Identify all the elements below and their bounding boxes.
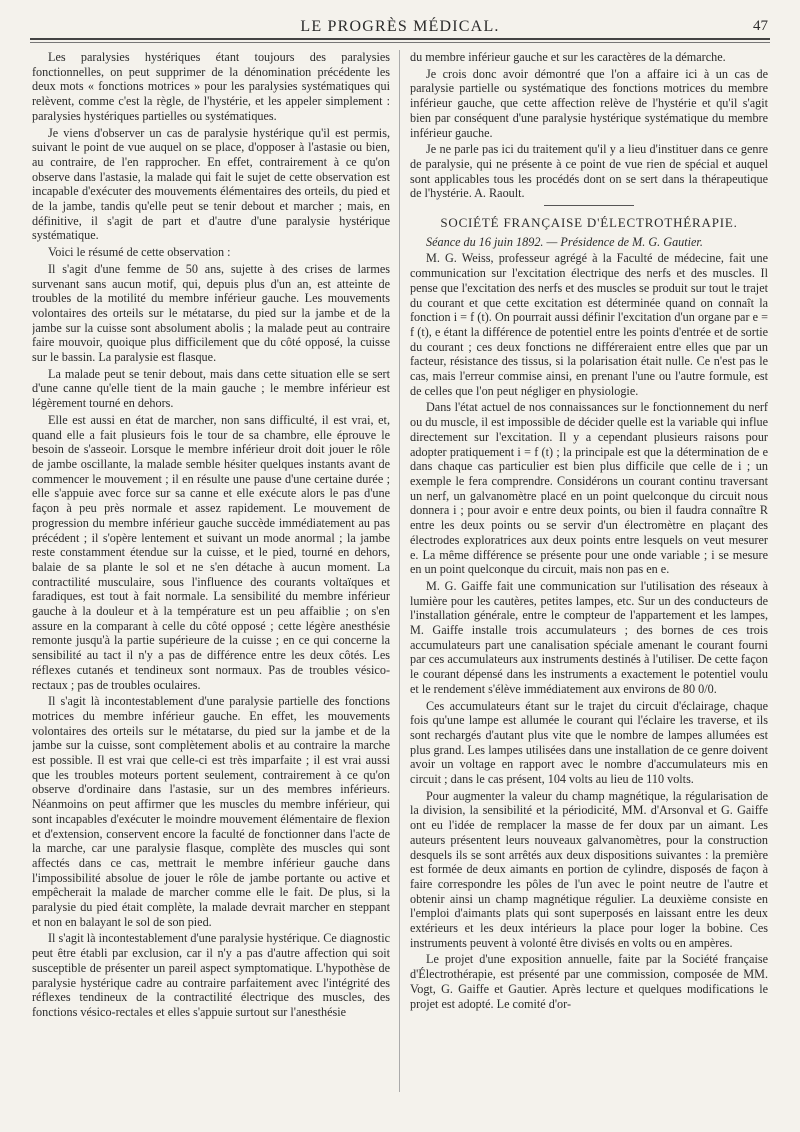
paragraph: Les paralysies hystériques étant toujours des paralysies fonctionnelles, on peut supprimer de la dénomination précédente les deux mots « fonctions motrices » pour les paralysies systématiques qui relèvent, comme c'est la règle, de l'hystérie, et les appeler simplement : paralysies hystériques partielles ou systématiques. bbox=[32, 50, 390, 123]
paragraph: La malade peut se tenir debout, mais dans cette situation elle se sert d'une canne qu'elle tient de la main gauche ; le membre inférieur est légèrement tourné en dehors. bbox=[32, 366, 390, 411]
header-rule-thin bbox=[30, 42, 770, 43]
paragraph: Je viens d'observer un cas de paralysie hystérique qu'il est permis, suivant le point de vue auquel on se place, d'opposer à l'astasie ou bien, au contraire, de l'en rapprocher. En effet, contrairement à ce qu'on observe dans l'astasie, la malade qui fait le sujet de cette observation est incapable d'exécuter des mouvements élémentaires des orteils, du pied et de la jambe, tandis qu'elle peut se tenir debout et marcher ; mais, en définitive, il s'agit de part et d'autre d'une paralysie hystérique systématique. bbox=[32, 125, 390, 243]
journal-title: LE PROGRÈS MÉDICAL. bbox=[300, 18, 500, 35]
right-column bbox=[410, 50, 768, 1092]
paragraph: Je crois donc avoir démontré que l'on a affaire ici à un cas de paralysie partielle ou systématique des fonctions motrices du membre inférieur gauche, que cette affection relève de l'hystérie et qu'il s'agit bien par conséquent d'une paralysie hystérique systématique du membre inférieur gauche. bbox=[410, 66, 768, 140]
section-title: SOCIÉTÉ FRANÇAISE D'ÉLECTROTHÉRAPIE. bbox=[440, 215, 738, 231]
paragraph: Je ne parle pas ici du traitement qu'il y a lieu d'instituer dans ce genre de paralysie, qui ne présente à ce point de vue rien de spécial et auquel sont applicables tous les procédés dont on se sert dans la thérapeutique de l'hystérie. A. Raoult. bbox=[410, 142, 768, 201]
paragraph: M. G. Weiss, professeur agrégé à la Faculté de médecine, fait une communication sur l'excitation électrique des nerfs et des muscles. Il pense que l'excitation des nerfs et des muscles se produit sur tout le trajet du courant et que cette excitation est déterminée quand on connaît la fonction i = f (t). On pourrait aussi définir l'excitation d'un organe par e = f (t), e étant la différence de potentiel entre les points d'entrée et de sortie du courant ; ces deux fonctions ne différeraient entre elles que par un facteur, résistance des tissus, si la polarisation était nulle. Ce n'est pas le cas, mais l'erreur commise ainsi, en prenant l'une ou l'autre formule, est de celles que l'on peut négliger en physiologie. bbox=[410, 251, 768, 398]
header-rule bbox=[30, 38, 770, 40]
paragraph: Voici le résumé de cette observation : bbox=[48, 245, 231, 260]
paragraph: Il s'agit là incontestablement d'une paralysie hystérique. Ce diagnostic peut être établi par exclusion, car il n'y a pas d'autre affection qui soit susceptible de présenter un pareil aspect symptomatique. L'hypothèse de paralysie hystérique cadre au contraire parfaitement avec l'intégrité des réflexes tendineux de la contractilité électrique des muscles, des fonctions vésico-rectales et elles s'appuie surtout sur l'anesthésie bbox=[32, 931, 390, 1019]
paragraph: du membre inférieur gauche et sur les caractères de la démarche. bbox=[410, 50, 726, 64]
page-number: 47 bbox=[753, 18, 768, 34]
paragraph: Dans l'état actuel de nos connaissances sur le fonctionnement du nerf ou du muscle, il est impossible de décider quelle est la variable qui influe directement sur l'excitation. Il y a cependant plusieurs raisons pour adopter pratiquement i = f (t) ; la principale est que la détermination de e dans chaque cas particulier est bien plus difficile que celle de i ; un exemple le fera comprendre. Considérons un courant continu traversant un nerf, un galvanomètre placé en un point quelconque du circuit nous donnera i ; pour avoir e entre deux points, ou bien il faudra connaître R entre les deux points ou se servir d'un électromètre en plaçant des électrodes exploratrices aux deux points entre lesquels on veut mesurer e. La même différence se présente pour une onde variable ; i se mesure en un point quelconque du circuit, mais non pas en e. bbox=[410, 400, 768, 577]
paragraph: Elle est aussi en état de marcher, non sans difficulté, il est vrai, et, quand elle a fait plusieurs fois le tour de sa chambre, elle éprouve le besoin de s'asseoir. Lorsque le membre inférieur droit doit jouer le rôle de jambe oscillante, la malade semble hésiter quelques instants avant de commencer le mouvement ; il en résulte une pause d'une certaine durée ; elle s'appuie avec force sur sa canne et elle exécute alors le pas d'une façon à peu près normale et assez rapidement. Le mouvement de progression du membre inférieur gauche succède immédiatement au pas précédent ; il s'opère lentement et suivant un mode anormal ; la jambe reste constamment étendue sur la cuisse, et le pied, tourné en dehors, balaie de sa plante le sol et ne s'en détache à aucun moment. La contractilité musculaire, sous l'influence des courants voltaïques et faradiques, est tout à fait normale. La sensibilité du membre inférieur gauche à la douleur et à la température est un peu affaiblie ; on s'en assure en la comparant à celle du côté opposé ; cette légère anesthésie remonte jusqu'à la partie supérieure de la cuisse ; en ce qui concerne la sensibilité au tact il n'y a pas de différence entre les deux côtés. Les réflexes cutanés et tendineux sont normaux. Pas de troubles vésico-rectaux ; pas de troubles oculaires. bbox=[32, 412, 390, 692]
paragraph: Pour augmenter la valeur du champ magnétique, la régularisation de la division, la sensibilité et la périodicité, MM. d'Arsonval et G. Gaiffe ont eu l'idée de remplacer la masse de fer doux par un aimant. Les auteurs présentent leurs nouveaux galvanomètres, pour la construction desquels ils se sont arrêtés aux deux dispositions suivantes : la première est formée de deux aimants en portion de cylindre, disposés de façon à faire correspondre les pôles de l'un avec le point neutre de l'autre et obtenir ainsi un champ magnétique régulier. La deuxième consiste en l'emploi d'aimants plats qui sont superposés en laissant entre les deux extérieurs et les deux intérieurs la place pour loger la bobine. Ces instruments peuvent à volonté être divisés en volts ou en ampères. bbox=[410, 788, 768, 950]
column-divider bbox=[399, 50, 400, 1092]
session-line: Séance du 16 juin 1892. — Présidence de M. G. Gautier. bbox=[426, 234, 703, 249]
paragraph: Le projet d'une exposition annuelle, faite par la Société française d'Électrothérapie, est présenté par une commission, composée de MM. Vogt, G. Gaiffe et Gautier. Après lecture et quelques modifications le projet est adopté. Le comité d'or- bbox=[410, 952, 768, 1011]
paragraph: Il s'agit d'une femme de 50 ans, sujette à des crises de larmes survenant sans aucun motif, qui, depuis plus d'un an, est atteinte de troubles de la motilité du membre inférieur gauche. Les mouvements volontaires des orteils sur le métatarse, du pied sur la jambe et de la jambe sur la cuisse sont absolument abolis ; la malade peut au contraire faire mouvoir, quoique plus difficilement que du côté opposé, la cuisse sur le bassin. La paralysie est flasque. bbox=[32, 261, 390, 365]
page-header bbox=[30, 14, 770, 36]
section-rule bbox=[544, 205, 634, 206]
paragraph: M. G. Gaiffe fait une communication sur l'utilisation des réseaux à lumière pour les cautères, petites lampes, etc. Sur un des conducteurs de l'installation générale, entre le compteur de l'appartement et les lampes, M. Gaiffe installe trois accumulateurs ; des bornes de ces trois accumulateurs part une canalisation spéciale amenant le courant fourni par ces accumulateurs aux instruments destinés à l'utiliser. De cette façon le courant dépensé dans les instruments a exactement le potentiel voulu et le rendement s'élève immédiatement aux environs de 80 0/0. bbox=[410, 578, 768, 696]
paragraph: Ces accumulateurs étant sur le trajet du circuit d'éclairage, chaque fois qu'une lampe est allumée le courant qui l'éclaire les traverse, et ils sont rechargés d'autant plus vite que le nombre de lampes allumées est plus grand. Les lampes utilisées dans une installation de ce genre doivent avoir un voltage en rapport avec le nombre d'accumulateurs mis en circuit ; dans le cas présent, 104 volts au lieu de 110 volts. bbox=[410, 698, 768, 787]
left-column bbox=[32, 50, 390, 1092]
paragraph: Il s'agit là incontestablement d'une paralysie partielle des fonctions motrices du membre inférieur gauche. En effet, les mouvements volontaires des orteils sur le métatarse, du pied sur la jambe et de la jambe sur la cuisse, sont complètement abolis et au contraire la marche est possible. Il est vrai que celle-ci est très imparfaite ; il est vrai aussi que les troubles moteurs portent seulement, contrairement à ce qu'on observe d'ordinaire dans l'astasie, sur un des membres inférieurs. Néanmoins on peut affirmer que les muscles du membre inférieur, qui sont incapables d'exécuter le moindre mouvement élémentaire de flexion et d'extension, conservent encore la faculté de fonctionner dans l'acte de la marche, car une paralysie flasque, complète des muscles qui sont affectés dans ce cas, mettrait le membre inférieur gauche dans l'impossibilité absolue de jouer le rôle de jambe portante ou active et empêcherait la malade de marcher comme elle le fait. De plus, si la paralysie du pied était complète, la malade devrait marcher en steppant et non en balayant le sol de son pied. bbox=[32, 694, 390, 929]
